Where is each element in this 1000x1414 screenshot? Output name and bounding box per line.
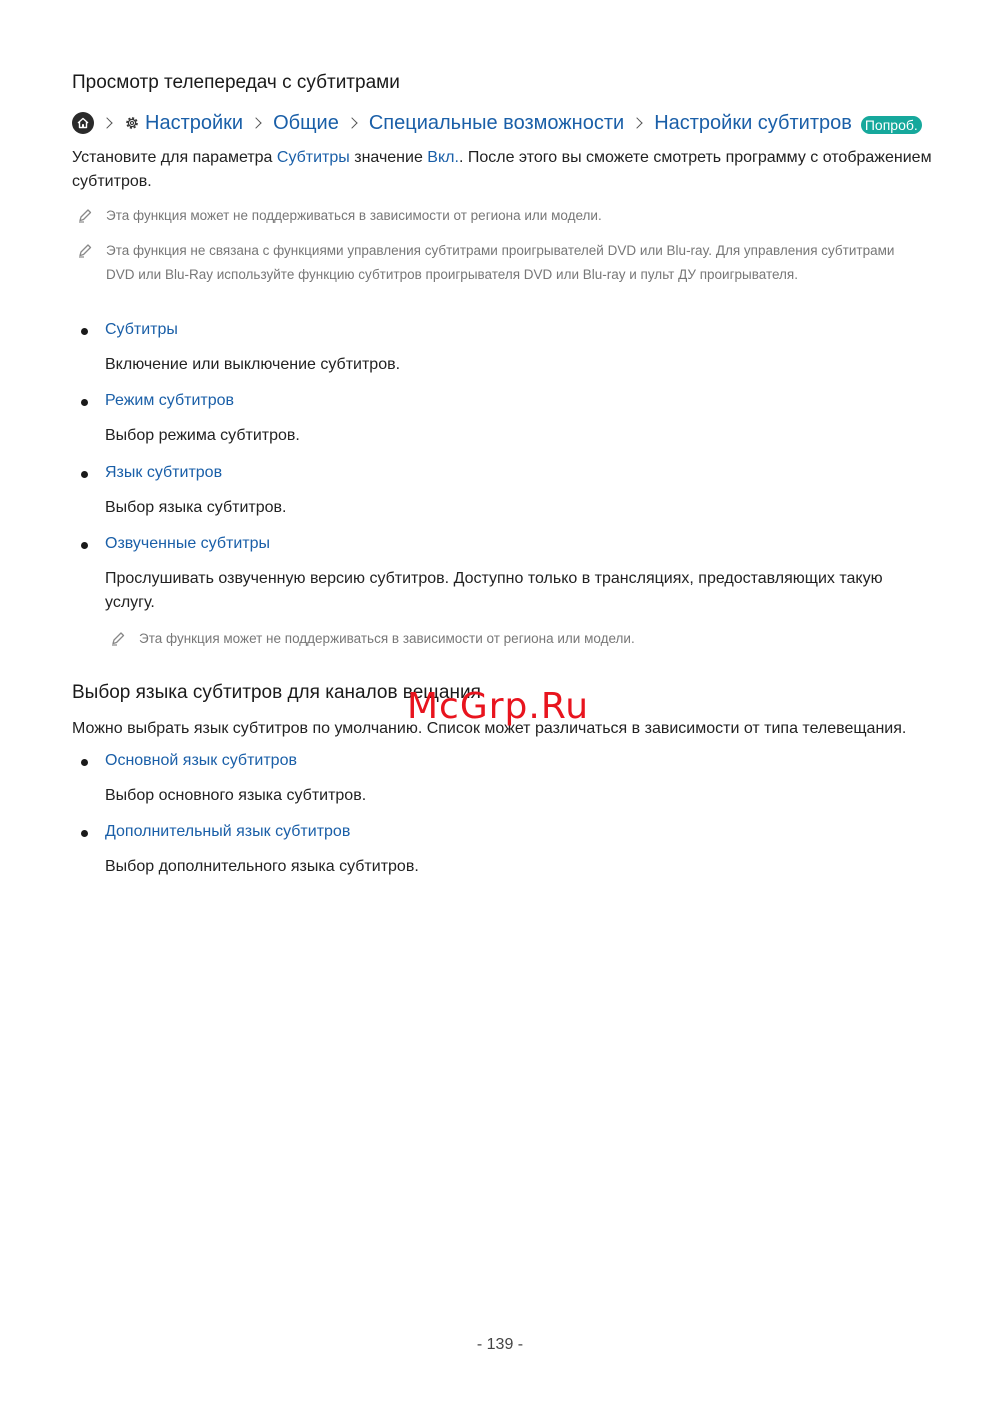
list-item-spoken-captions: Озвученные субтитры <box>105 535 271 552</box>
home-icon <box>72 112 94 134</box>
list-item-description: Выбор дополнительного языка субтитров. <box>105 858 419 875</box>
note-text: Эта функция может не поддерживаться в зависимости от региона или модели. <box>139 631 635 646</box>
chevron-right-icon <box>632 117 643 128</box>
chevron-right-icon <box>101 117 112 128</box>
chevron-right-icon <box>250 117 261 128</box>
intro-param-link: Субтитры <box>276 149 350 166</box>
list-item-caption-mode: Режим субтитров <box>105 392 235 409</box>
chevron-right-icon <box>346 117 357 128</box>
section-title: Выбор языка субтитров для каналов вещания <box>72 682 481 703</box>
list-item-description: Выбор режима субтитров. <box>105 427 300 444</box>
watermark: McGrp.Ru <box>407 686 590 727</box>
breadcrumb-item-caption-settings[interactable]: Настройки субтитров <box>654 111 852 134</box>
breadcrumb-item-accessibility[interactable]: Специальные возможности <box>368 111 625 134</box>
list-item-primary-caption-language: Основной язык субтитров <box>105 752 297 769</box>
list-item-caption-language: Язык субтитров <box>105 464 223 481</box>
list-item-description: Прослушивать озвученную версию субтитров. Доступно только в трансляциях, предоставляющих такую услугу. <box>105 570 883 611</box>
note-text: Эта функция не связана с функциями управления субтитрами проигрывателей DVD или Blu-ray. Для управления субтитрами DVD или Blu-Ray используйте функцию субтитров проигрывателя DVD или Blu-ray и пульт ДУ проигрывателя. <box>106 243 895 282</box>
intro-text: . После этого вы сможете смотреть программу с отображением субтитров. <box>72 149 932 190</box>
list-item-description: Выбор основного языка субтитров. <box>105 787 367 804</box>
note <box>106 239 926 286</box>
page-number: - 139 - <box>476 1336 524 1353</box>
pencil-icon <box>78 242 92 266</box>
note <box>139 627 919 651</box>
pencil-icon <box>78 207 92 231</box>
list-item-captions: Субтитры <box>105 321 178 338</box>
breadcrumb-item-settings[interactable]: Настройки <box>145 111 244 134</box>
list-item-description: Выбор языка субтитров. <box>105 499 287 516</box>
pencil-icon <box>111 630 125 654</box>
section-title: Просмотр телепередач с субтитрами <box>72 72 400 93</box>
intro-value-link: Вкл. <box>427 149 459 166</box>
note-text: Эта функция может не поддерживаться в зависимости от региона или модели. <box>106 208 602 223</box>
breadcrumb <box>72 108 922 138</box>
intro-text: значение <box>349 149 428 166</box>
intro-paragraph <box>72 146 952 194</box>
list-item-description: Включение или выключение субтитров. <box>105 356 401 373</box>
gear-icon <box>124 115 140 131</box>
try-now-badge[interactable]: Попроб. <box>861 116 922 134</box>
section-intro: Можно выбрать язык субтитров по умолчанию. Список может различаться в зависимости от типа телевещания. <box>72 720 907 737</box>
list-item-secondary-caption-language: Дополнительный язык субтитров <box>105 823 351 840</box>
note <box>106 204 926 228</box>
intro-text: Установите для параметра <box>72 149 277 166</box>
breadcrumb-item-general[interactable]: Общие <box>273 111 339 134</box>
